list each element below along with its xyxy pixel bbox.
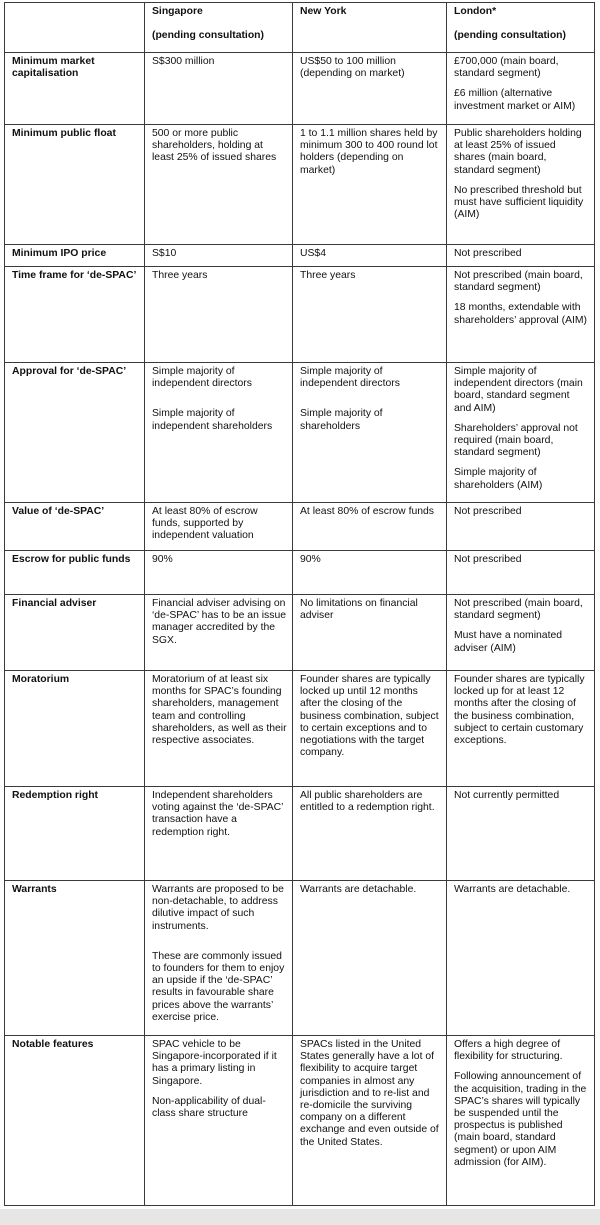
table-row [5, 267, 595, 363]
cell-paragraph: Must have a nominated adviser (AIM) [454, 630, 563, 654]
cell-singapore [145, 245, 293, 267]
cell-paragraph: Three years [300, 270, 356, 281]
cell-paragraph: 90% [152, 554, 173, 565]
cell-paragraph: Non-applicability of dual-class share structure [152, 1095, 266, 1120]
cell-paragraph: £700,000 (main board, standard segment) [454, 56, 559, 80]
row-label: Minimum market capitalisation [5, 53, 145, 125]
cell-paragraph: £6 million (alternative investment market or AIM) [454, 88, 576, 112]
header-london-sub: (pending consultation) [454, 30, 566, 42]
cell-paragraph: All public shareholders are entitled to a redemption right. [300, 790, 435, 814]
cell-paragraph: Following announcement of the acquisition, trading in the SPAC’s shares will typically be suspended until the prospectus is published (main board, standard segment) or upon AIM admission (for AIM). [454, 1071, 587, 1168]
table-row [5, 245, 595, 267]
cell-new-york [293, 53, 447, 125]
bottom-bar [0, 1209, 600, 1225]
cell-paragraph: 18 months, extendable with shareholders’ approval (AIM) [454, 302, 588, 326]
cell-london [447, 787, 595, 881]
table-row [5, 787, 595, 881]
cell-singapore [145, 503, 293, 551]
cell-paragraph: These are commonly issued to founders for them to enjoy an upside if the ‘de-SPAC’ results in favourable share prices above the warrants’ exercise price. [152, 950, 285, 1023]
cell-singapore [145, 1036, 293, 1206]
cell-london [447, 503, 595, 551]
cell-paragraph: Shareholders’ approval not required (main board, standard segment) [454, 422, 578, 459]
header-singapore-name: Singapore [152, 6, 203, 17]
cell-paragraph: No prescribed threshold but must have sufficient liquidity (AIM) [454, 184, 584, 221]
table-row [5, 503, 595, 551]
row-label: Minimum public float [5, 125, 145, 245]
cell-london [447, 595, 595, 671]
cell-london [447, 551, 595, 595]
cell-new-york [293, 245, 447, 267]
row-label: Escrow for public funds [5, 551, 145, 595]
cell-paragraph: US$4 [300, 248, 326, 259]
cell-paragraph: Independent shareholders voting against the ‘de-SPAC’ transaction have a redemption right. [152, 790, 284, 838]
cell-paragraph: Not prescribed [454, 506, 522, 517]
cell-paragraph: Public shareholders holding at least 25% of issued shares (main board, standard segment) [454, 128, 582, 176]
cell-paragraph: US$50 to 100 million (depending on market) [300, 56, 405, 80]
cell-london [447, 671, 595, 787]
cell-paragraph: Not prescribed (main board, standard segment) [454, 598, 583, 622]
cell-paragraph: S$300 million [152, 56, 215, 67]
table-row [5, 881, 595, 1036]
row-label: Minimum IPO price [5, 245, 145, 267]
cell-london [447, 363, 595, 503]
spac-comparison-table [4, 2, 595, 1206]
row-label: Approval for ‘de-SPAC’ [5, 363, 145, 503]
cell-paragraph: S$10 [152, 248, 177, 259]
cell-paragraph: 1 to 1.1 million shares held by minimum 300 to 400 round lot holders (depending on market) [300, 128, 438, 176]
cell-paragraph: Simple majority of shareholders [300, 408, 383, 432]
cell-paragraph: Not prescribed (main board, standard segment) [454, 270, 583, 294]
cell-singapore [145, 595, 293, 671]
cell-paragraph: SPAC vehicle to be Singapore-incorporated if it has a primary listing in Singapore. [152, 1039, 277, 1087]
cell-paragraph: Financial adviser advising on ‘de-SPAC’ has to be an issue manager accredited by the SGX. [152, 598, 286, 646]
cell-paragraph: Simple majority of independent directors [152, 366, 252, 390]
table-row [5, 1036, 595, 1206]
row-label: Financial adviser [5, 595, 145, 671]
cell-paragraph: Not prescribed [454, 554, 522, 565]
cell-paragraph: At least 80% of escrow funds [300, 506, 434, 517]
cell-singapore [145, 125, 293, 245]
table-row [5, 671, 595, 787]
cell-paragraph: Simple majority of independent directors (main board, standard segment and AIM) [454, 366, 583, 414]
cell-singapore [145, 671, 293, 787]
header-row [5, 3, 595, 53]
cell-paragraph: Simple majority of independent directors [300, 366, 400, 390]
cell-london [447, 1036, 595, 1206]
cell-singapore [145, 267, 293, 363]
cell-paragraph: Warrants are detachable. [300, 884, 417, 895]
cell-paragraph: Simple majority of shareholders (AIM) [454, 467, 543, 491]
row-label: Time frame for ‘de-SPAC’ [5, 267, 145, 363]
table-row [5, 53, 595, 125]
cell-new-york [293, 125, 447, 245]
cell-paragraph: 500 or more public shareholders, holding at least 25% of issued shares [152, 128, 277, 164]
cell-paragraph: Offers a high degree of flexibility for structuring. [454, 1039, 563, 1063]
cell-new-york [293, 503, 447, 551]
cell-paragraph: 90% [300, 554, 321, 565]
cell-paragraph: No limitations on financial adviser [300, 598, 418, 622]
header-london [447, 3, 595, 53]
cell-paragraph: Not prescribed [454, 248, 522, 259]
cell-new-york [293, 1036, 447, 1206]
cell-paragraph: Moratorium of at least six months for SPAC’s founding shareholders, management team and controlling shareholders, as well as their respective associates. [152, 674, 287, 747]
cell-london [447, 881, 595, 1036]
cell-paragraph: Founder shares are typically locked up until 12 months after the closing of the business combination, subject to certain exceptions and to negotiations with the target company. [300, 674, 439, 759]
cell-new-york [293, 267, 447, 363]
cell-london [447, 267, 595, 363]
header-london-name: London* [454, 6, 497, 17]
table-row [5, 125, 595, 245]
header-singapore [145, 3, 293, 53]
cell-new-york [293, 595, 447, 671]
header-new-york-name: New York [300, 6, 347, 17]
cell-paragraph: Simple majority of independent shareholders [152, 408, 273, 432]
cell-paragraph: Three years [152, 270, 208, 281]
cell-new-york [293, 671, 447, 787]
cell-paragraph: At least 80% of escrow funds, supported by independent valuation [152, 506, 258, 542]
cell-new-york [293, 787, 447, 881]
cell-paragraph: Founder shares are typically locked up for at least 12 months after the closing of the business combination, subject to certain customary exceptions. [454, 674, 585, 747]
table-row [5, 595, 595, 671]
cell-singapore [145, 881, 293, 1036]
row-label: Notable features [5, 1036, 145, 1206]
row-label: Value of ‘de-SPAC’ [5, 503, 145, 551]
row-label: Redemption right [5, 787, 145, 881]
cell-singapore [145, 53, 293, 125]
cell-singapore [145, 551, 293, 595]
header-singapore-sub: (pending consultation) [152, 30, 264, 42]
row-label: Moratorium [5, 671, 145, 787]
comparison-table-sheet [4, 2, 594, 1206]
header-new-york [293, 3, 447, 53]
cell-singapore [145, 787, 293, 881]
table-row [5, 363, 595, 503]
cell-singapore [145, 363, 293, 503]
cell-london [447, 125, 595, 245]
header-blank [5, 3, 145, 53]
cell-new-york [293, 881, 447, 1036]
cell-new-york [293, 551, 447, 595]
table-row [5, 551, 595, 595]
cell-paragraph: SPACs listed in the United States generally have a lot of flexibility to acquire target companies in almost any jurisdiction and to re-list and re-domicile the surviving company on a different exchange and even outside of the United States. [300, 1039, 439, 1148]
cell-new-york [293, 363, 447, 503]
cell-paragraph: Warrants are proposed to be non-detachable, to address dilutive impact of such instruments. [152, 884, 284, 932]
cell-paragraph: Warrants are detachable. [454, 884, 571, 895]
cell-london [447, 245, 595, 267]
cell-london [447, 53, 595, 125]
table-body [5, 53, 595, 1206]
cell-paragraph: Not currently permitted [454, 790, 560, 801]
row-label: Warrants [5, 881, 145, 1036]
